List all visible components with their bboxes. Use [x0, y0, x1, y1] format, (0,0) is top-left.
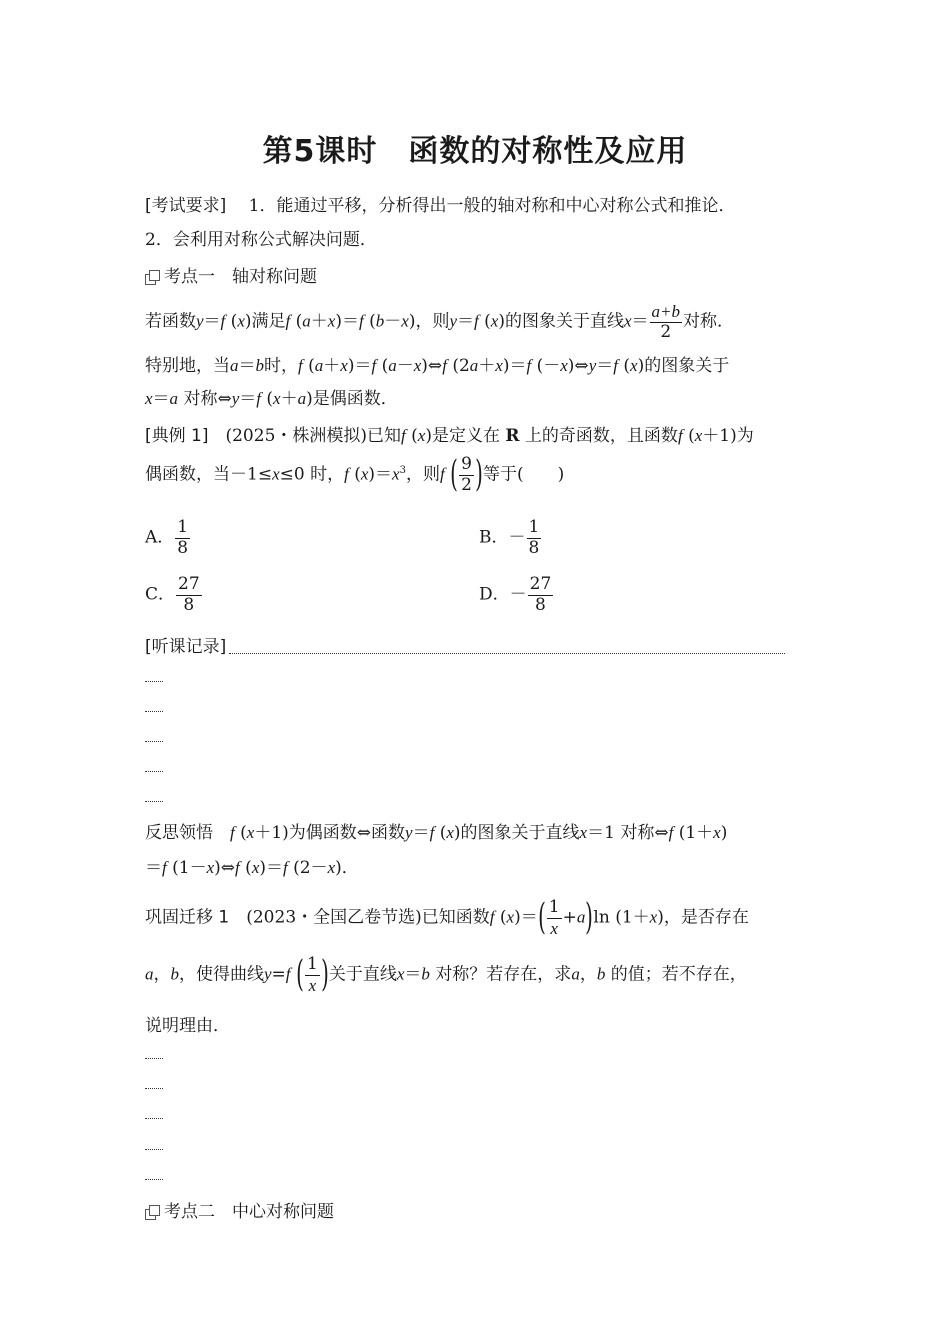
- example-source: (2025・株洲模拟): [225, 426, 368, 446]
- example-1-line-1: [典例 1] (2025・株洲模拟)已知f (x)是定义在 R 上的奇函数，且函数f (x＋1)为: [145, 426, 754, 446]
- text: 上的奇函数，且函数: [524, 426, 678, 446]
- note-line[interactable]: [145, 741, 163, 742]
- reals-symbol: R: [505, 426, 520, 446]
- reflection-label: 反思领悟: [145, 823, 213, 843]
- numerator: a+b: [651, 302, 680, 321]
- section-marker-icon: [145, 1205, 159, 1219]
- denominator: 8: [535, 594, 546, 615]
- text: 对称⇔: [620, 823, 669, 843]
- denominator: 8: [528, 537, 540, 558]
- denominator: 2: [461, 474, 472, 495]
- definition-line-2: 特别地，当a＝b时，f (a＋x)＝f (a－x)⇔f (2a＋x)＝f (－x)⇔y＝f (x)的图象关于: [145, 356, 730, 376]
- denominator: 2: [660, 321, 672, 342]
- text: 满足: [251, 311, 286, 332]
- text: 的图象关于: [644, 356, 730, 376]
- text: 等于( ): [483, 464, 565, 485]
- numerator: 1: [177, 517, 189, 537]
- practice-label: 巩固迁移 1: [145, 907, 230, 928]
- fraction: [650, 302, 682, 342]
- requirements-label: [考试要求]: [145, 196, 227, 216]
- text: 的图象关于直线: [460, 823, 580, 843]
- example-label: [典例 1]: [145, 426, 209, 446]
- text: ≤0 时，: [279, 464, 345, 485]
- text: 关于直线: [328, 964, 397, 985]
- text: 的图象关于直线: [504, 311, 624, 332]
- text: )，是否存在: [657, 907, 749, 928]
- note-line[interactable]: [145, 1179, 163, 1180]
- definition-line-3: x＝a 对称⇔y＝f (x＋a)是偶函数．: [145, 389, 398, 409]
- numerator: 27: [529, 574, 552, 594]
- text: 对称？若存在，求: [435, 964, 572, 985]
- page-title: 第5课时 函数的对称性及应用: [262, 134, 688, 169]
- option-a[interactable]: [145, 518, 191, 558]
- text: 对称⇔: [183, 389, 232, 409]
- option-letter: B．: [479, 527, 509, 548]
- text: ，则: [405, 464, 440, 485]
- text: 已知函数: [421, 907, 490, 928]
- option-letter: A．: [145, 527, 175, 548]
- practice-1-line-1: 巩固迁移 1 (2023・全国乙卷节选)已知函数f (x)＝( $\frac{1}{x}$ +a)ln (1＋x)，是否存在: [145, 897, 749, 939]
- text: 为偶函数⇔函数: [288, 823, 406, 843]
- option-d[interactable]: [479, 575, 554, 615]
- requirements-text-1: 1．能通过平移，分析得出一般的轴对称和中心对称公式和推论．: [248, 196, 736, 216]
- note-line[interactable]: [145, 771, 163, 772]
- numerator: 9: [461, 454, 472, 474]
- text: ，则: [415, 311, 450, 332]
- text: 偶函数，当－1≤: [145, 464, 273, 485]
- denominator: 8: [177, 537, 189, 558]
- option-sign: －: [509, 584, 527, 605]
- text: 说明理由．: [145, 1016, 230, 1036]
- option-c[interactable]: [145, 575, 203, 615]
- option-letter: C．: [145, 584, 176, 605]
- section-heading-2-label: 考点二 中心对称问题: [164, 1202, 334, 1222]
- exam-requirements: [145, 191, 736, 216]
- option-fraction: [527, 518, 542, 558]
- practice-1-line-2: a，b，使得曲线y=f ( $\frac{1}{x}$ )关于直线x＝b 对称？若存在，求a，b 的值；若不存在，: [145, 954, 747, 996]
- lecture-record: [145, 632, 785, 657]
- text: 为: [736, 426, 754, 446]
- section-heading-2: [145, 1197, 334, 1222]
- text: ，: [153, 964, 171, 985]
- note-line[interactable]: [145, 1118, 163, 1119]
- text: 的值；若不存在，: [610, 964, 747, 985]
- note-line[interactable]: [145, 711, 163, 712]
- option-letter: D．: [479, 584, 510, 605]
- reflection-line-1: 反思领悟 f (x＋1)为偶函数⇔函数y＝f (x)的图象关于直线x＝1 对称⇔f (1＋x): [145, 823, 728, 843]
- text: ln (1＋: [593, 907, 650, 928]
- text: ，使得曲线: [179, 964, 264, 985]
- note-line[interactable]: [145, 801, 163, 802]
- denominator: 8: [183, 594, 195, 615]
- text: ．: [341, 858, 359, 878]
- requirements-line-2: [145, 225, 377, 250]
- reflection-line-2: ＝f (1－x)⇔f (x)＝f (2－x)．: [145, 858, 359, 878]
- text: 若函数: [145, 311, 196, 332]
- fraction: $\frac{1}{x}$: [306, 954, 318, 995]
- practice-source: (2023・全国乙卷节选): [246, 907, 422, 928]
- note-line[interactable]: [145, 1088, 163, 1089]
- note-line[interactable]: [229, 653, 785, 654]
- example-1-line-2: 偶函数，当－1≤x≤0 时，f $(x)=x^3$，则f ( $\frac{9}{2}$ )等于( ): [145, 454, 565, 496]
- note-line[interactable]: [145, 1149, 163, 1150]
- option-fraction: [528, 575, 554, 615]
- option-b[interactable]: [479, 518, 542, 558]
- note-line[interactable]: [145, 681, 163, 682]
- fraction: $\frac{1}{x}$: [548, 897, 560, 938]
- fraction: [459, 455, 474, 495]
- section-heading-1: [145, 262, 317, 287]
- text: ，: [579, 964, 597, 985]
- text: 是定义在: [431, 426, 500, 446]
- numerator: 27: [178, 574, 200, 594]
- section-marker-icon: [145, 270, 159, 284]
- text: 已知: [367, 426, 402, 446]
- option-fraction: [175, 518, 190, 558]
- text: 是偶函数．: [312, 389, 398, 409]
- text: 对称．: [683, 311, 734, 332]
- option-sign: －: [508, 527, 526, 548]
- note-line[interactable]: [145, 1058, 163, 1059]
- definition-line-1: 若函数y＝f (x)满足f (a＋x)＝f (b－x)，则y＝f (x)的图象关于直线x＝ $\frac{a+b}{2}$ 对称．: [145, 302, 734, 342]
- requirements-text-2: 2．会利用对称公式解决问题．: [145, 230, 377, 250]
- section-heading-1-label: 考点一 轴对称问题: [164, 267, 317, 287]
- practice-1-line-3: [145, 1011, 230, 1036]
- text: 时，: [264, 356, 298, 376]
- lecture-label: [听课记录]: [145, 637, 227, 657]
- option-fraction: [176, 575, 202, 615]
- numerator: 1: [528, 517, 540, 537]
- text: 特别地，当: [145, 356, 230, 376]
